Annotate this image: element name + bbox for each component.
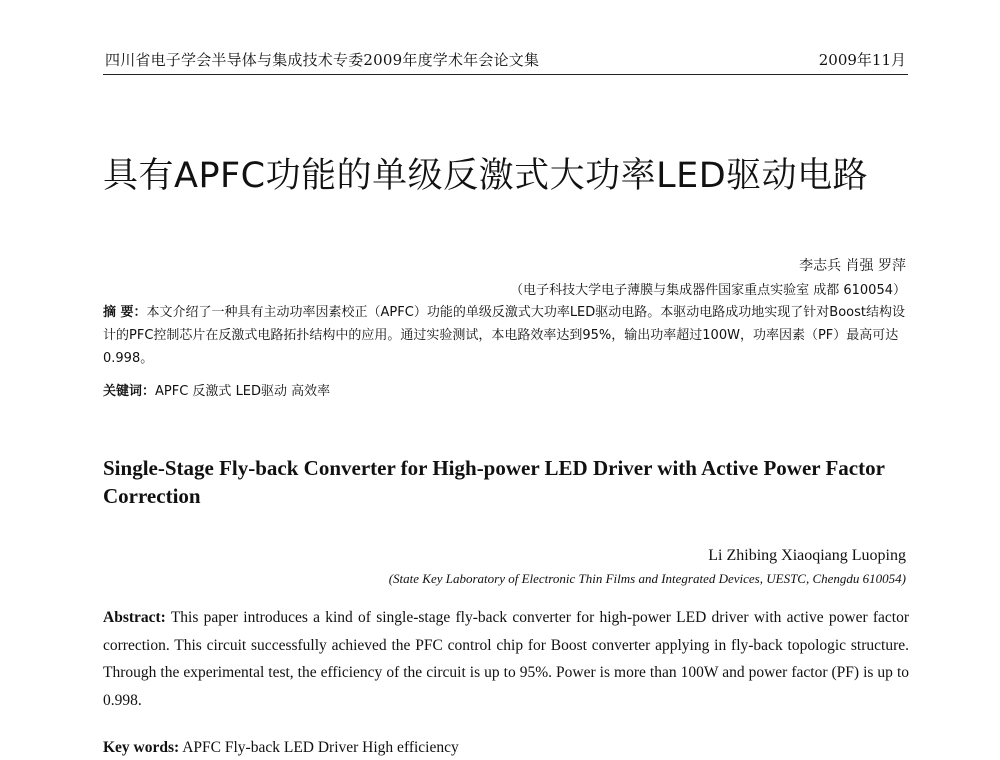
english-keywords [103, 739, 459, 757]
header-rule [103, 74, 908, 75]
english-title: Single-Stage Fly-back Converter for High-power LED Driver with Active Power Factor Correction [103, 456, 885, 508]
chinese-abstract [103, 301, 910, 370]
english-abstract [103, 604, 909, 714]
chinese-keywords [103, 380, 330, 399]
chinese-keywords-label: 关键词： [103, 384, 156, 399]
english-keywords-label: Key words: [103, 739, 180, 756]
english-abstract-label: Abstract: [103, 609, 166, 626]
chinese-title: 具有APFC功能的单级反激式大功率LED驱动电路 [103, 156, 869, 196]
english-affiliation: (State Key Laboratory of Electronic Thin Films and Integrated Devices, UESTC, Chengdu 610054) [388, 571, 906, 586]
english-authors: Li Zhibing Xiaoqiang Luoping [708, 547, 906, 564]
chinese-authors: 李志兵 肖强 罗萍 [799, 258, 906, 274]
journal-header: 四川省电子学会半导体与集成技术专委2009年度学术年会论文集 [105, 51, 540, 69]
chinese-abstract-text: 本文介绍了一种具有主动功率因素校正（APFC）功能的单级反激式大功率LED驱动电路。本驱动电路成功地实现了针对Boost结构设计的PFC控制芯片在反激式电路拓扑结构中的应用。通过实验测试，本电路效率达到95%，输出功率超过100W，功率因素（PF）最高可达0.998。 [103, 305, 905, 366]
publication-date: 2009年11月 [818, 51, 906, 69]
chinese-abstract-label: 摘 要： [103, 305, 147, 320]
chinese-keywords-text: APFC 反激式 LED驱动 高效率 [155, 384, 331, 399]
english-abstract-text: This paper introduces a kind of single-stage fly-back converter for high-power LED driver with active power factor correction. This circuit successfully achieved the PFC control chip for Boost converter applying in fly-back topologic structure. Through the experimental test, the efficiency of the circuit is up to 95%. Power is more than 100W and power factor (PF) is up to 0.998. [103, 609, 909, 709]
chinese-affiliation: （电子科技大学电子薄膜与集成器件国家重点实验室 成都 610054） [510, 283, 906, 298]
english-keywords-text: APFC Fly-back LED Driver High efficiency [182, 739, 459, 756]
